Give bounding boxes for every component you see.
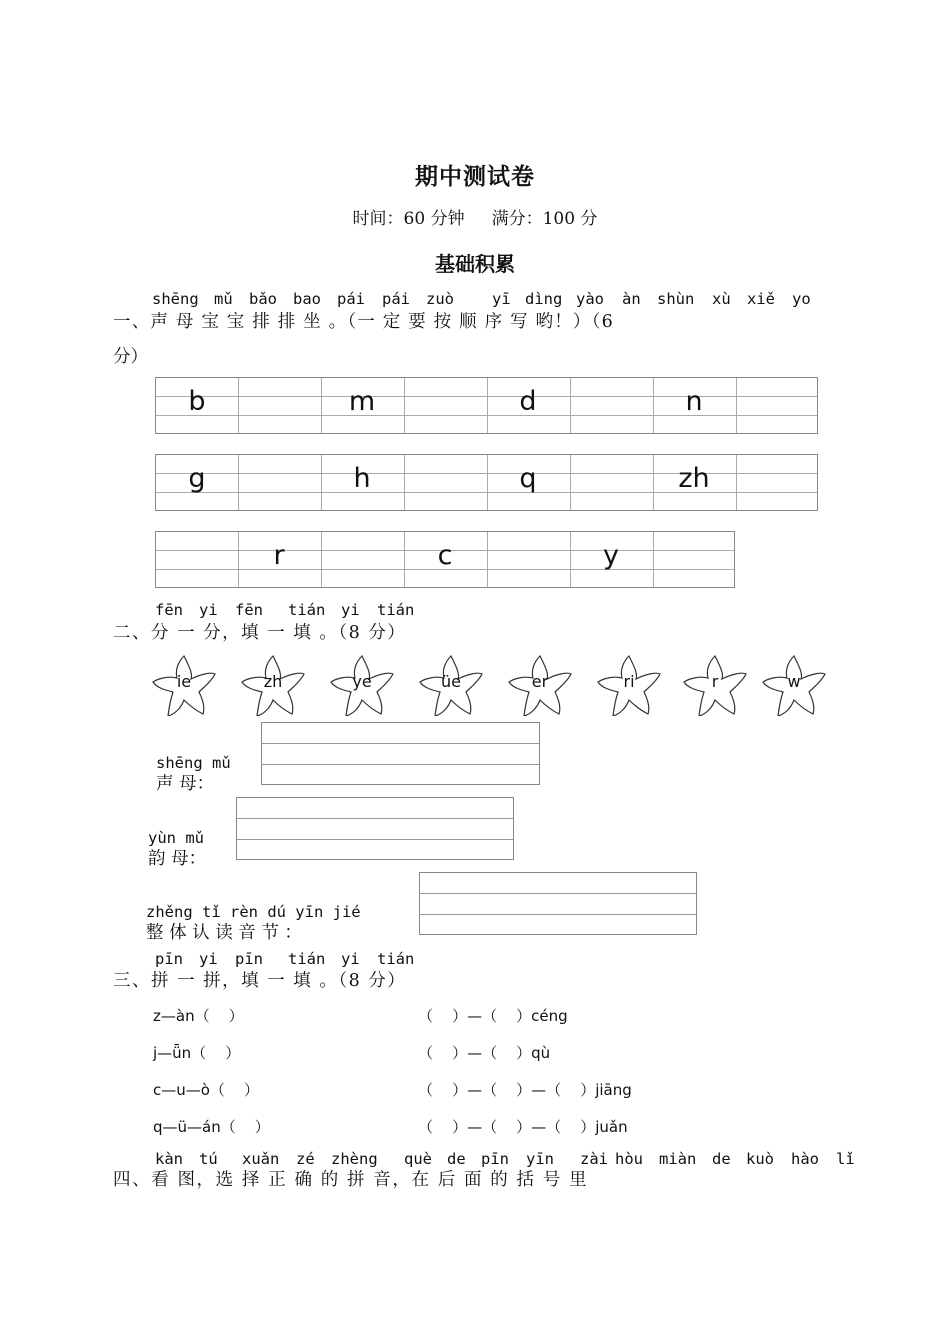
grid-letter: b: [188, 386, 206, 417]
q4-prompt: 四、看 图，选 择 正 确 的 拼 音，在 后 面 的 括 号 里: [113, 1170, 589, 1190]
grid-letter: zh: [678, 463, 710, 494]
page-title: 期中测试卷: [415, 163, 535, 190]
grid-letter: d: [519, 386, 537, 417]
q3-left-1[interactable]: z—àn（ ）: [153, 1007, 244, 1025]
section-heading: 基础积累: [435, 252, 515, 276]
q3-right-2[interactable]: （ ）—（ ）qù: [418, 1044, 551, 1062]
q3-prompt: 三、拼 一 拼，填 一 填 。（8 分）: [113, 971, 407, 991]
leaf-label: er: [531, 672, 549, 691]
q3-right-1[interactable]: （ ）—（ ）céng: [418, 1007, 568, 1025]
grid-letter: h: [353, 463, 371, 494]
writing-grid-row-3[interactable]: [155, 531, 735, 588]
grid-letter: g: [188, 463, 206, 494]
writing-grid-row-1[interactable]: [155, 377, 818, 434]
q1-prompt-cont: 分）: [113, 347, 148, 367]
q3-left-3[interactable]: c—u—ò（ ）: [153, 1081, 260, 1099]
grid-letter: m: [348, 386, 376, 417]
leaf-card: [329, 652, 395, 716]
leaf-card: [682, 652, 748, 716]
page-subtitle: 时间：60 分钟 满分：100 分: [352, 209, 598, 229]
label-pinyin-zhengti: zhěng tǐ rèn dú yīn jié: [146, 903, 361, 921]
leaf-label: zh: [263, 672, 283, 691]
leaf-card: [596, 652, 662, 716]
q3-left-2[interactable]: j—ǖn（ ）: [153, 1044, 241, 1062]
grid-letter: y: [603, 540, 619, 571]
q3-right-4[interactable]: （ ）—（ ）—（ ）juǎn: [418, 1118, 628, 1136]
leaf-label: r: [711, 672, 719, 691]
answer-box-yunmu[interactable]: [236, 797, 514, 860]
label-pinyin-shengmu: shēng mǔ: [156, 754, 231, 772]
label-shengmu: 声 母：: [156, 774, 215, 794]
leaf-label: üe: [441, 672, 461, 691]
q3-right-3[interactable]: （ ）—（ ）—（ ）jiāng: [418, 1081, 632, 1099]
q3-left-4[interactable]: q—ü—án（ ）: [153, 1118, 270, 1136]
leaf-card: [151, 652, 217, 716]
leaf-label: ri: [623, 672, 635, 691]
grid-letter: q: [519, 463, 537, 494]
grid-letter: n: [685, 386, 703, 417]
writing-grid-row-2[interactable]: [155, 454, 818, 511]
leaf-label: ie: [176, 672, 192, 691]
label-yunmu: 韵 母：: [148, 849, 207, 869]
leaf-card: [418, 652, 484, 716]
grid-letter: c: [437, 540, 453, 571]
answer-box-shengmu[interactable]: [261, 722, 540, 785]
q1-prompt: 一、声 母 宝 宝 排 排 坐 。（一 定 要 按 顺 序 写 哟！）（6: [113, 312, 614, 332]
grid-letter: r: [273, 540, 285, 571]
q2-prompt: 二、分 一 分，填 一 填 。（8 分）: [113, 623, 407, 643]
leaf-card: [507, 652, 573, 716]
answer-box-zhengti[interactable]: [419, 872, 697, 935]
leaf-card: [761, 652, 827, 716]
label-pinyin-yunmu: yùn mǔ: [148, 829, 204, 847]
leaf-card: [240, 652, 306, 716]
label-zhengti: 整 体 认 读 音 节 ：: [146, 923, 302, 943]
leaf-label: ye: [352, 672, 372, 691]
leaf-label: w: [787, 672, 801, 691]
